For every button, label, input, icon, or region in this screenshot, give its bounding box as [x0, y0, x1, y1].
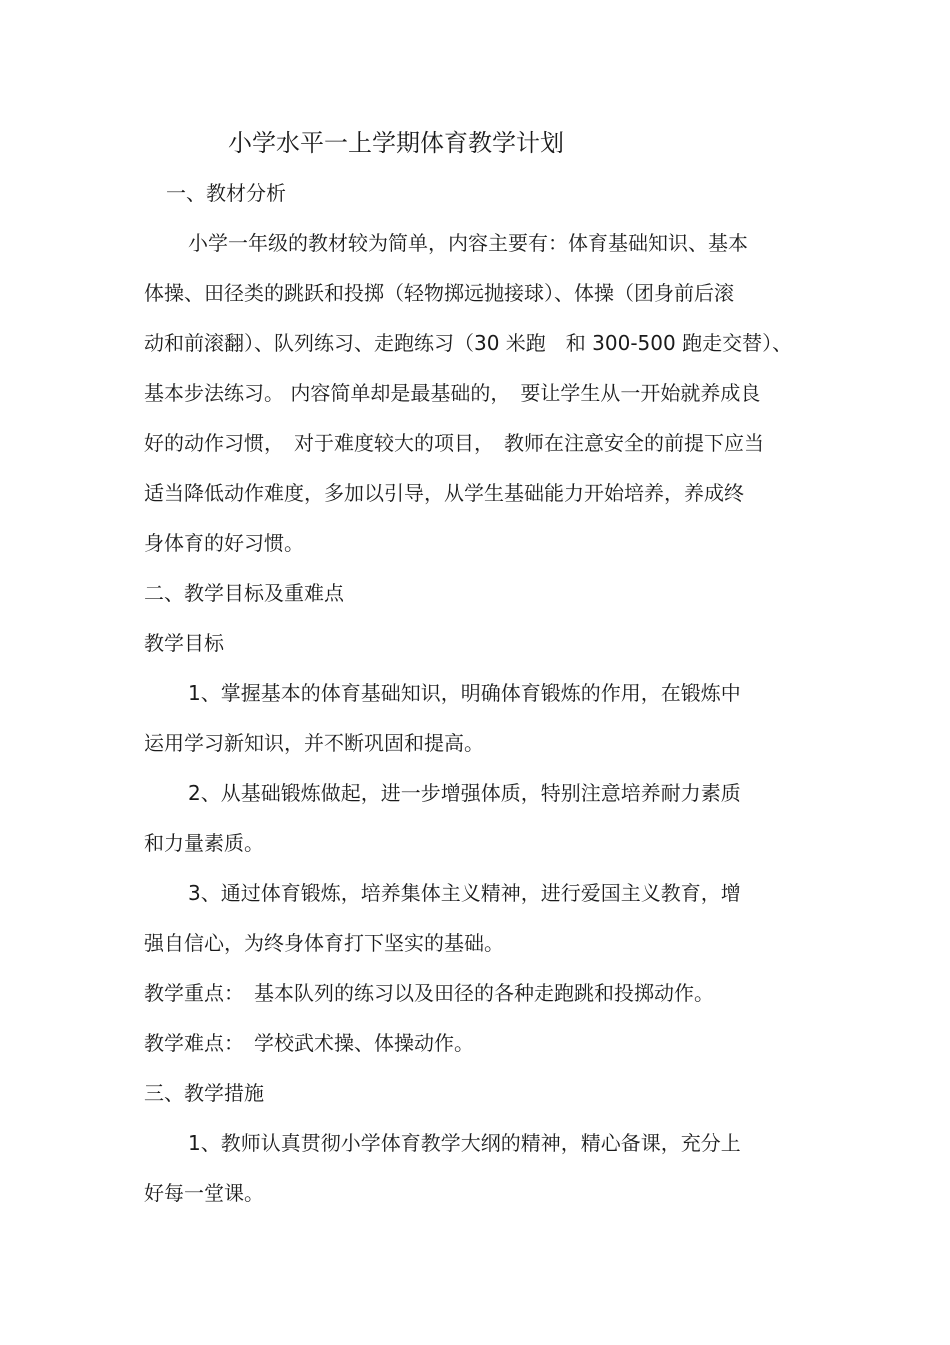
heading-measures: 三、教学措施	[144, 1081, 264, 1105]
paragraph-line: 1、教师认真贯彻小学体育教学大纲的精神，精心备课，充分上	[188, 1131, 741, 1155]
teaching-difficulties: 教学难点： 学校武术操、体操动作。	[144, 1031, 474, 1055]
teaching-key-points: 教学重点： 基本队列的练习以及田径的各种走跑跳和投掷动作。	[144, 981, 714, 1005]
paragraph-line: 小学一年级的教材较为简单，内容主要有：体育基础知识、基本	[188, 231, 748, 255]
paragraph-line: 运用学习新知识，并不断巩固和提高。	[144, 731, 484, 755]
paragraph-line: 体操、田径类的跳跃和投掷（轻物掷远抛接球）、体操（团身前后滚	[144, 281, 734, 305]
paragraph-line: 强自信心，为终身体育打下坚实的基础。	[144, 931, 504, 955]
paragraph-line: 1、掌握基本的体育基础知识，明确体育锻炼的作用，在锻炼中	[188, 681, 741, 705]
subheading-teaching-goals: 教学目标	[144, 631, 224, 655]
paragraph-line: 动和前滚翻）、队列练习、走跑练习（30 米跑 和 300-500 跑走交替）、	[144, 331, 793, 355]
paragraph-line: 2、从基础锻炼做起，进一步增强体质，特别注意培养耐力素质	[188, 781, 741, 805]
paragraph-line: 好的动作习惯， 对于难度较大的项目， 教师在注意安全的前提下应当	[144, 431, 764, 455]
paragraph-line: 和力量素质。	[144, 831, 264, 855]
paragraph-line: 3、通过体育锻炼，培养集体主义精神，进行爱国主义教育，增	[188, 881, 741, 905]
paragraph-line: 好每一堂课。	[144, 1181, 264, 1205]
heading-goals: 二、教学目标及重难点	[144, 581, 344, 605]
paragraph-line: 适当降低动作难度，多加以引导，从学生基础能力开始培养，养成终	[144, 481, 744, 505]
paragraph-line: 基本步法练习。 内容简单却是最基础的， 要让学生从一开始就养成良	[144, 381, 761, 405]
document-title: 小学水平一上学期体育教学计划	[228, 129, 564, 157]
heading-materials-analysis: 一、教材分析	[166, 181, 286, 205]
paragraph-line: 身体育的好习惯。	[144, 531, 304, 555]
